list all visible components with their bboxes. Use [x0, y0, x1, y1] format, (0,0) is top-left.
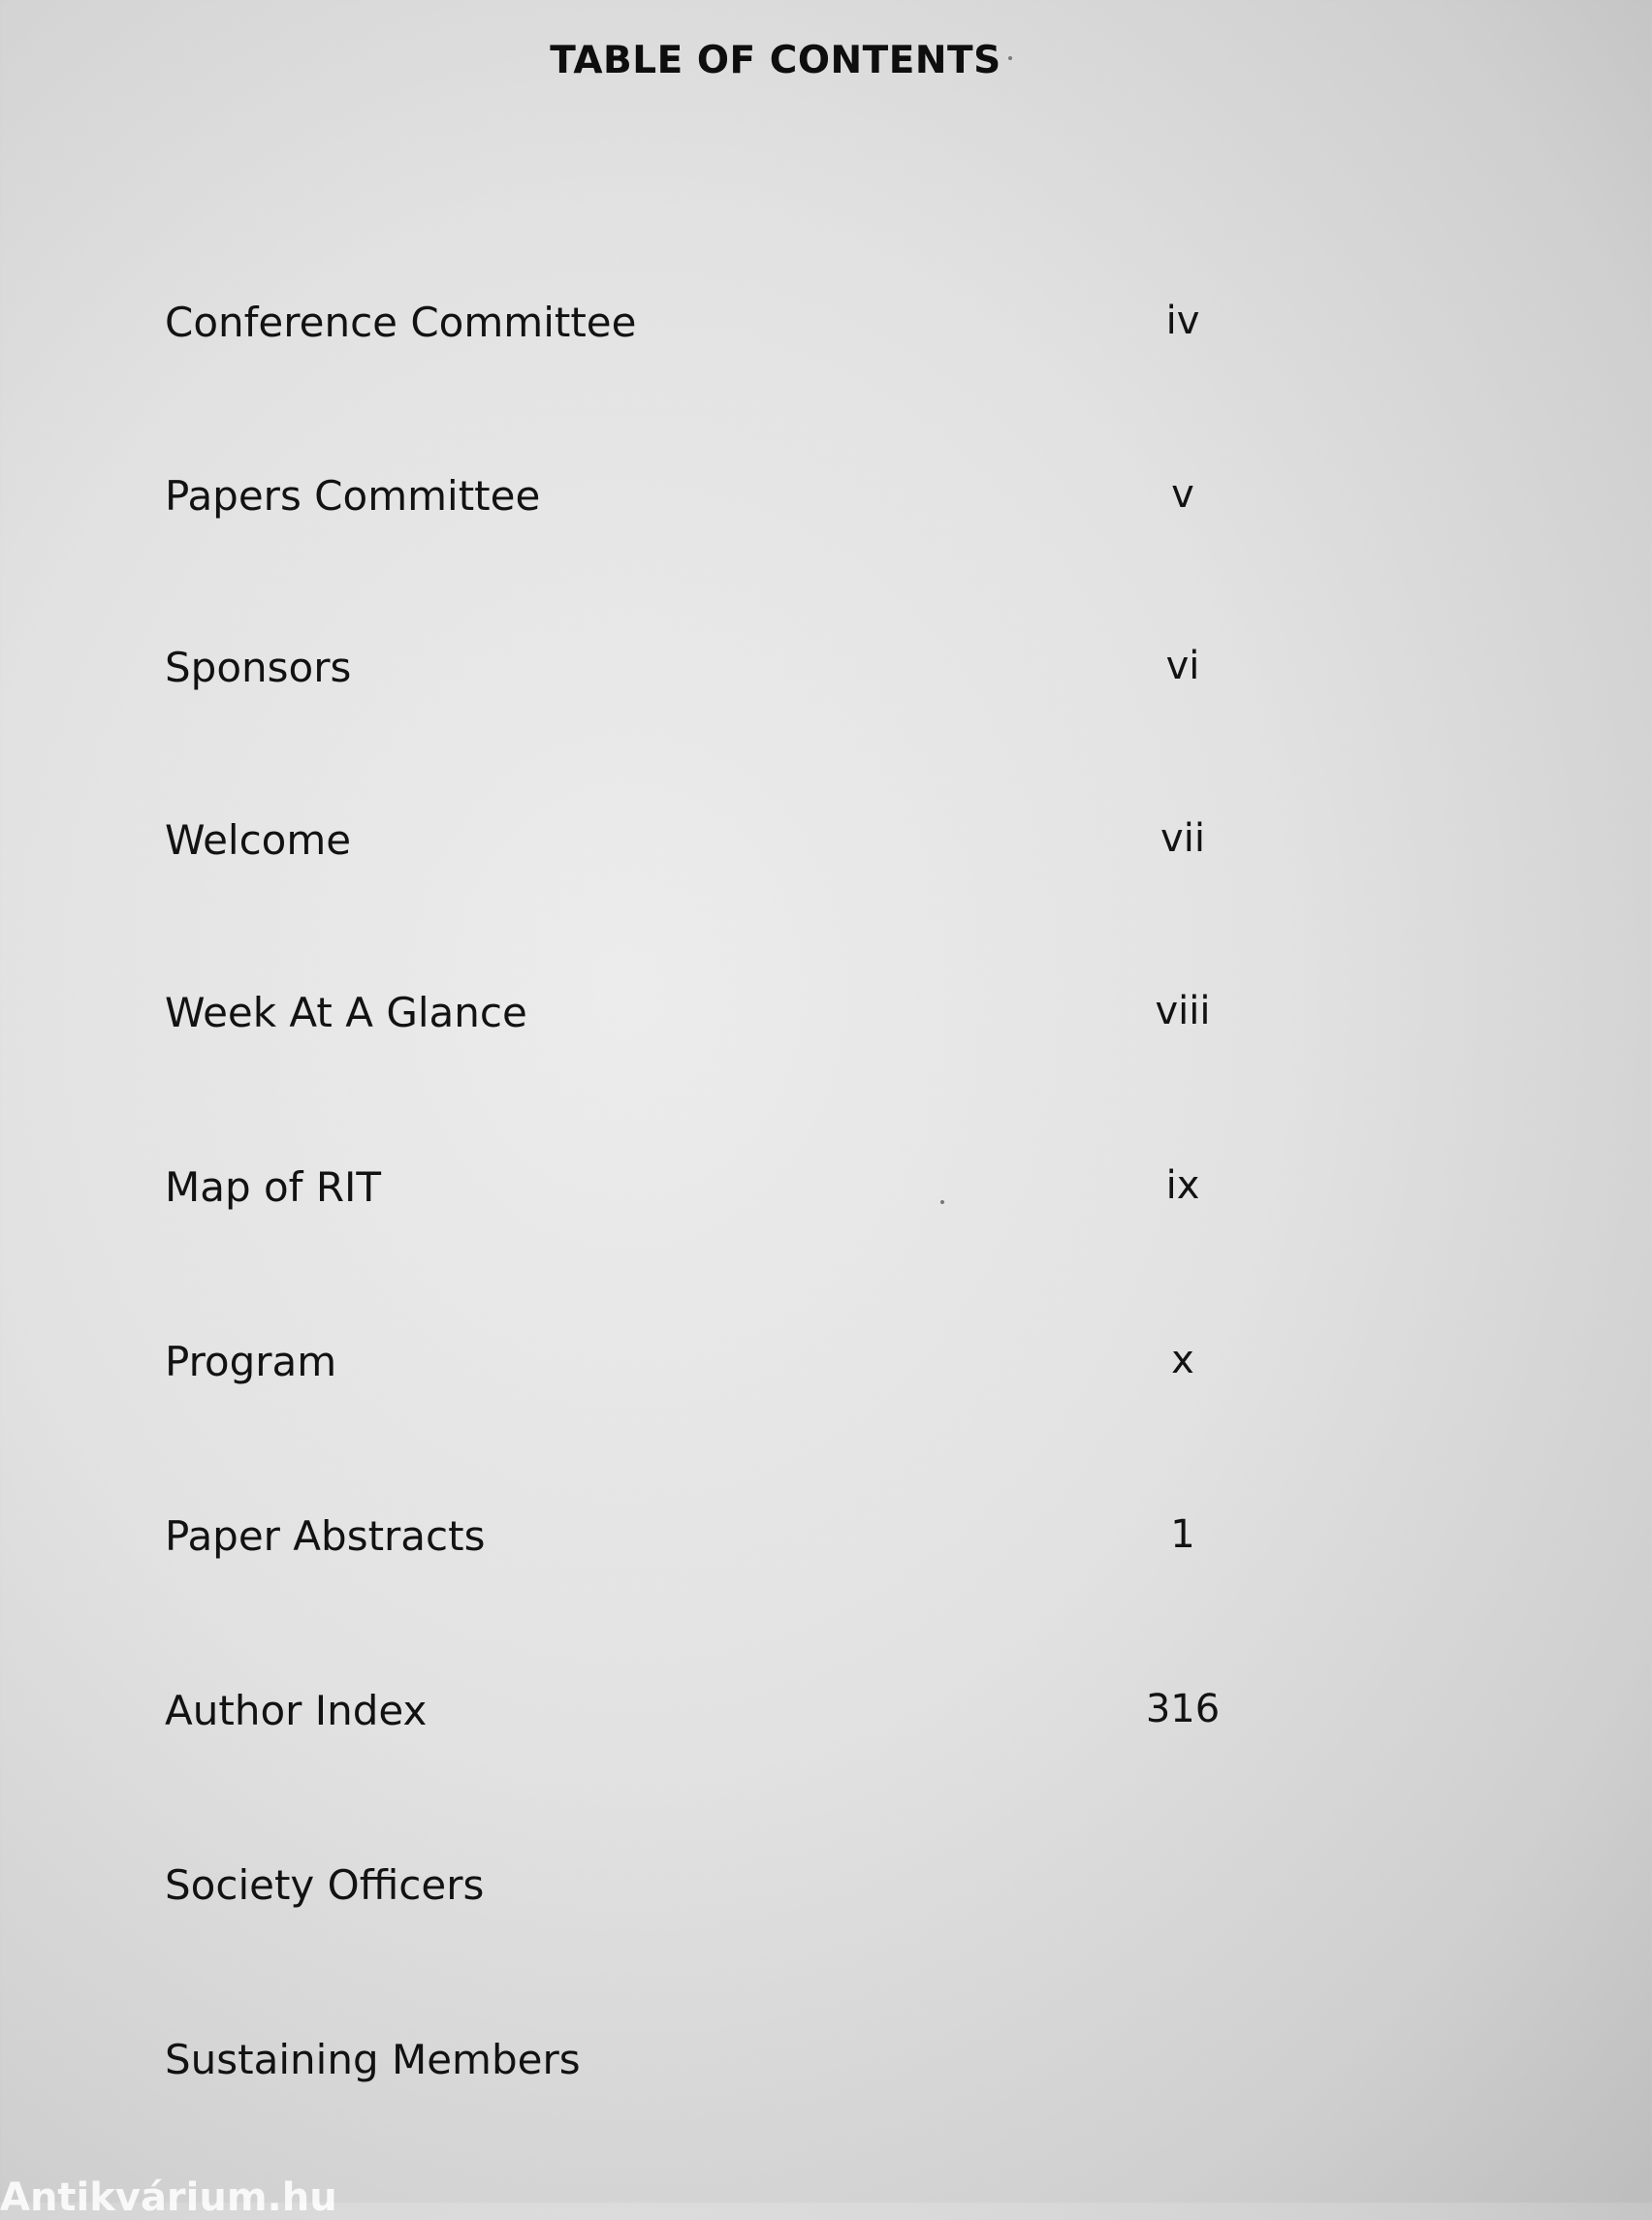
page-title: TABLE OF CONTENTS	[550, 39, 1001, 82]
toc-entry-label: Sponsors	[165, 644, 352, 691]
toc-entry	[165, 644, 1231, 702]
toc-entry	[165, 299, 1231, 357]
toc-entry-label: Week At A Glance	[165, 989, 527, 1036]
toc-entry-page: 316	[1145, 1687, 1221, 1731]
toc-entry	[165, 1687, 1231, 1745]
toc-entry	[165, 1338, 1231, 1396]
toc-entry-page: x	[1171, 1338, 1194, 1382]
toc-entry-label: Society Officers	[165, 1861, 485, 1909]
toc-entry-label: Paper Abstracts	[165, 1512, 486, 1560]
toc-entry-label: Sustaining Members	[165, 2036, 581, 2083]
toc-entry-page: 1	[1170, 1512, 1195, 1557]
toc-entry-page: ix	[1165, 1163, 1200, 1208]
toc-entry-page: vii	[1160, 816, 1205, 861]
toc-entry-label: Author Index	[165, 1687, 428, 1734]
toc-entry-page: viii	[1155, 989, 1211, 1033]
toc-entry-label: Welcome	[165, 816, 352, 864]
toc-entry-label: Papers Committee	[165, 472, 541, 520]
toc-entry-page: iv	[1165, 299, 1200, 343]
toc-entry-page: vi	[1165, 644, 1200, 688]
toc-entry	[165, 2036, 1231, 2094]
toc-entry	[165, 816, 1231, 874]
toc-entry	[165, 472, 1231, 530]
toc-entry	[165, 1512, 1231, 1570]
toc-entry	[165, 989, 1231, 1047]
watermark: Antikvárium.hu	[0, 2175, 337, 2220]
toc-entry	[165, 1861, 1231, 1919]
toc-entry-label: Conference Committee	[165, 299, 637, 346]
toc-entry	[165, 1163, 1231, 1221]
print-speck	[1008, 56, 1012, 60]
print-speck	[940, 1200, 944, 1204]
toc-entry-page: v	[1171, 472, 1194, 517]
toc-entry-label: Map of RIT	[165, 1163, 382, 1211]
toc-entry-label: Program	[165, 1338, 337, 1385]
